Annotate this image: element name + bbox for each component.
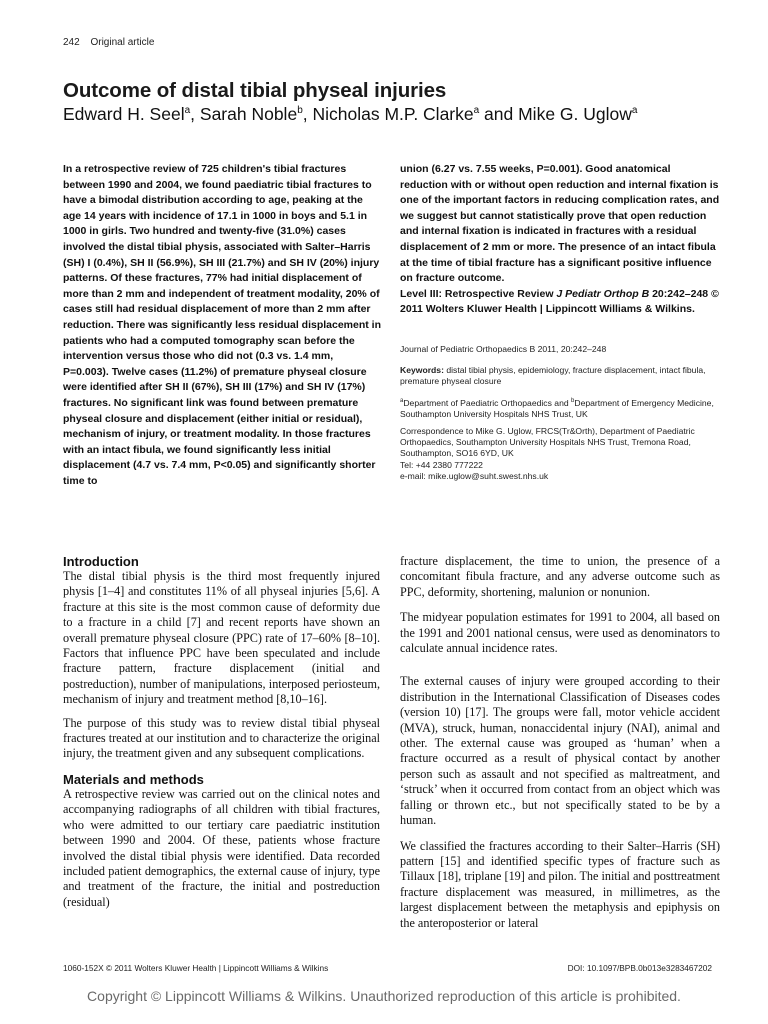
correspondence-phone: Tel: +44 2380 777222 bbox=[400, 459, 483, 470]
keywords bbox=[400, 365, 720, 387]
copyright-notice: Copyright © Lippincott Williams & Wilkins. Unauthorized reproduction of this article is prohibited. bbox=[87, 988, 681, 1004]
author-affiliation-mark: a bbox=[631, 105, 638, 117]
author-affiliation-mark: a bbox=[473, 105, 480, 117]
article-type: Original article bbox=[90, 37, 155, 48]
author-affiliation-mark: a bbox=[184, 105, 191, 117]
abstract-text-continued: union (6.27 vs. 7.55 weeks, P=0.001). Good anatomical reduction with or without open reduction and internal fixation is one of the important factors in reducing complication rates, and we suggest but cannot statistically prove that open reduction and internal fixation is indicated in fractures with a residual displacement of 2 mm or more. The presence of an intact fibula at the time of tibial fracture has a significant positive influence on fracture outcome. bbox=[400, 163, 720, 285]
paragraph: We classified the fractures according to their Salter–Harris (SH) pattern [15] and identified specific types of fracture such as Tillaux [18], triplane [19] and pilon. The initial and posttreatment fracture displacement was measured, in millimetres, as the largest displacement between the metaphysis and epiphysis on the anteroposterior or lateral bbox=[400, 838, 720, 930]
paragraph: fracture displacement, the time to union, the presence of a concomitant fibula fracture, and any adverse outcome such as PPC, deformity, shortening, malunion or nonunion. bbox=[400, 554, 720, 599]
author-name: Edward H. Seel bbox=[63, 104, 185, 124]
abstract-citation bbox=[400, 287, 720, 318]
author-list: Edward H. Seel$^a$, Sarah Noble$^b$, Nicholas M.P. Clarke$^a$ and Mike G. Uglow$^a$ bbox=[63, 104, 638, 124]
paragraph: A retrospective review was carried out on the clinical notes and accompanying radiographs of all children with tibial fractures, who were admitted to our tertiary care paediatric institution between 1990 and 2004. Of these, patients whose fracture involved the distal tibial physis were identified. Data recorded included patient demographics, the external cause of injury, type and treatment of the fracture, the initial and postreduction (residual) bbox=[63, 786, 380, 909]
author-name: Mike G. Uglow bbox=[518, 104, 632, 124]
abstract-text: In a retrospective review of 725 children's tibial fractures between 1990 and 2004, we found paediatric tibial fractures to have a bimodal distribution according to age, peaking at the age 14 years with incidence of 17.1 in 1000 in boys and 5.1 in 1000 in girls. Two hundred and twenty-five (31.0%) cases involved the distal tibial physis, associated with Salter–Harris (SH) I (0.4%), SH II (56.9%), SH III (21.7%) and SH IV (20%) injury patterns. Of these fractures, 77% had initial displacement of more than 2 mm and independent of treatment modality, 20% of cases still had residual displacement of more than 2 mm after reduction. There was significantly less residual displacement in patients who had a computed tomography scan before the intervention versus those who did not (0.3 vs. 1.4 mm, P=0.003). Twelve cases (11.2%) of premature physeal closure were identified after SH II (67%), SH III (17%) and SH IV (17%) fractures. No significant link was found between premature physeal closure and displacement (either initial or residual), mechanism of injury, or treatment modality. In those fractures with an intact fibula, we found significantly less initial displacement (4.7 vs. 7.4 mm, P<0.05) and significantly shorter time to bbox=[63, 163, 382, 487]
footer-issn: 1060-152X © 2011 Wolters Kluwer Health | Lippincott Williams & Wilkins bbox=[63, 963, 329, 973]
abstract-left-column bbox=[63, 162, 381, 489]
journal-citation: Journal of Pediatric Orthopaedics B 2011, 20:242–248 bbox=[400, 344, 607, 354]
evidence-level: Level III: Retrospective Review bbox=[400, 287, 554, 300]
citation-journal: J Pediatr Orthop B bbox=[556, 287, 650, 300]
body-left-column bbox=[63, 554, 380, 918]
paragraph: The distal tibial physis is the third most frequently injured physis [1–4] and constitutes 11% of all physeal injuries [5,6]. A fracture at this site is the most common cause of deformity due to a fracture in a child [7] and recent reports have shown an overall premature physeal closure (PPC) rate of 17–60% [8–10]. Factors that influence PPC have been speculated and include fracture pattern, fracture displacement (initial and postreduction), number of manipulations, interposed periosteum, mechanism of injury and treatment method [8,10–16]. bbox=[63, 569, 380, 707]
running-header bbox=[63, 37, 154, 48]
footer-doi: DOI: 10.1097/BPB.0b013e3283467202 bbox=[567, 963, 712, 973]
affiliations: $^a$Department of Paediatric Orthopaedics and $^b$Department of Emergency Medicine, Southampton University Hospitals NHS Trust, UK bbox=[400, 397, 714, 420]
body-right-column bbox=[400, 554, 720, 939]
correspondence-email: e-mail: mike.uglow@suht.swest.nhs.uk bbox=[400, 470, 549, 481]
author-name: Nicholas M.P. Clarke bbox=[312, 104, 474, 124]
article-title: Outcome of distal tibial physeal injuries bbox=[63, 79, 447, 102]
paragraph: The external causes of injury were grouped according to their distribution in the International Classification of Diseases codes (version 10) [17]. The groups were fall, motor vehicle accident (MVA), struck, human, nonaccidental injury (NAI), animal and other. The external cause was grouped as ‘human’ when a fracture occurred as a result of physical contact by another person such as assault and not specified as maltreatment, and ‘struck’ when it occurred from contact from an object which was falling or thrown etc., but not specifically stated to be by a human. bbox=[400, 674, 720, 828]
section-heading-methods: Materials and methods bbox=[63, 771, 204, 787]
keywords-text: distal tibial physis, epidemiology, fracture displacement, intact fibula, premature physeal closure bbox=[400, 365, 706, 387]
correspondence bbox=[400, 426, 720, 482]
keywords-label: Keywords: bbox=[400, 365, 444, 375]
paragraph: The purpose of this study was to review distal tibial physeal fractures treated at our institution and to characterize the original injury, the treatment given and any subsequent complications. bbox=[63, 715, 380, 761]
affiliation-a: Department of Paediatric Orthopaedics and bbox=[403, 397, 569, 408]
correspondence-address: Correspondence to Mike G. Uglow, FRCS(Tr&Orth), Department of Paediatric Orthopaedics, Southampton University Hospitals NHS Trust, Tremona Road, Southampton, SO16 6YD, UK bbox=[400, 426, 695, 459]
author-affiliation-mark: b bbox=[297, 105, 303, 117]
section-heading-introduction: Introduction bbox=[63, 554, 139, 569]
paragraph: The midyear population estimates for 1991 to 2004, all based on the 1991 and 2001 national census, were used as denominators to calculate annual incidence rates. bbox=[400, 610, 720, 656]
author-name: Sarah Noble bbox=[199, 104, 298, 124]
page-number: 242 bbox=[63, 37, 80, 48]
citation-details: 20:242–248 © 2011 Wolters Kluwer Health | Lippincott Williams & Wilkins. bbox=[400, 287, 719, 316]
affiliation-b: Department of Emergency Medicine, Southampton University Hospitals NHS Trust, UK bbox=[400, 397, 714, 420]
abstract-right-column bbox=[400, 162, 720, 318]
